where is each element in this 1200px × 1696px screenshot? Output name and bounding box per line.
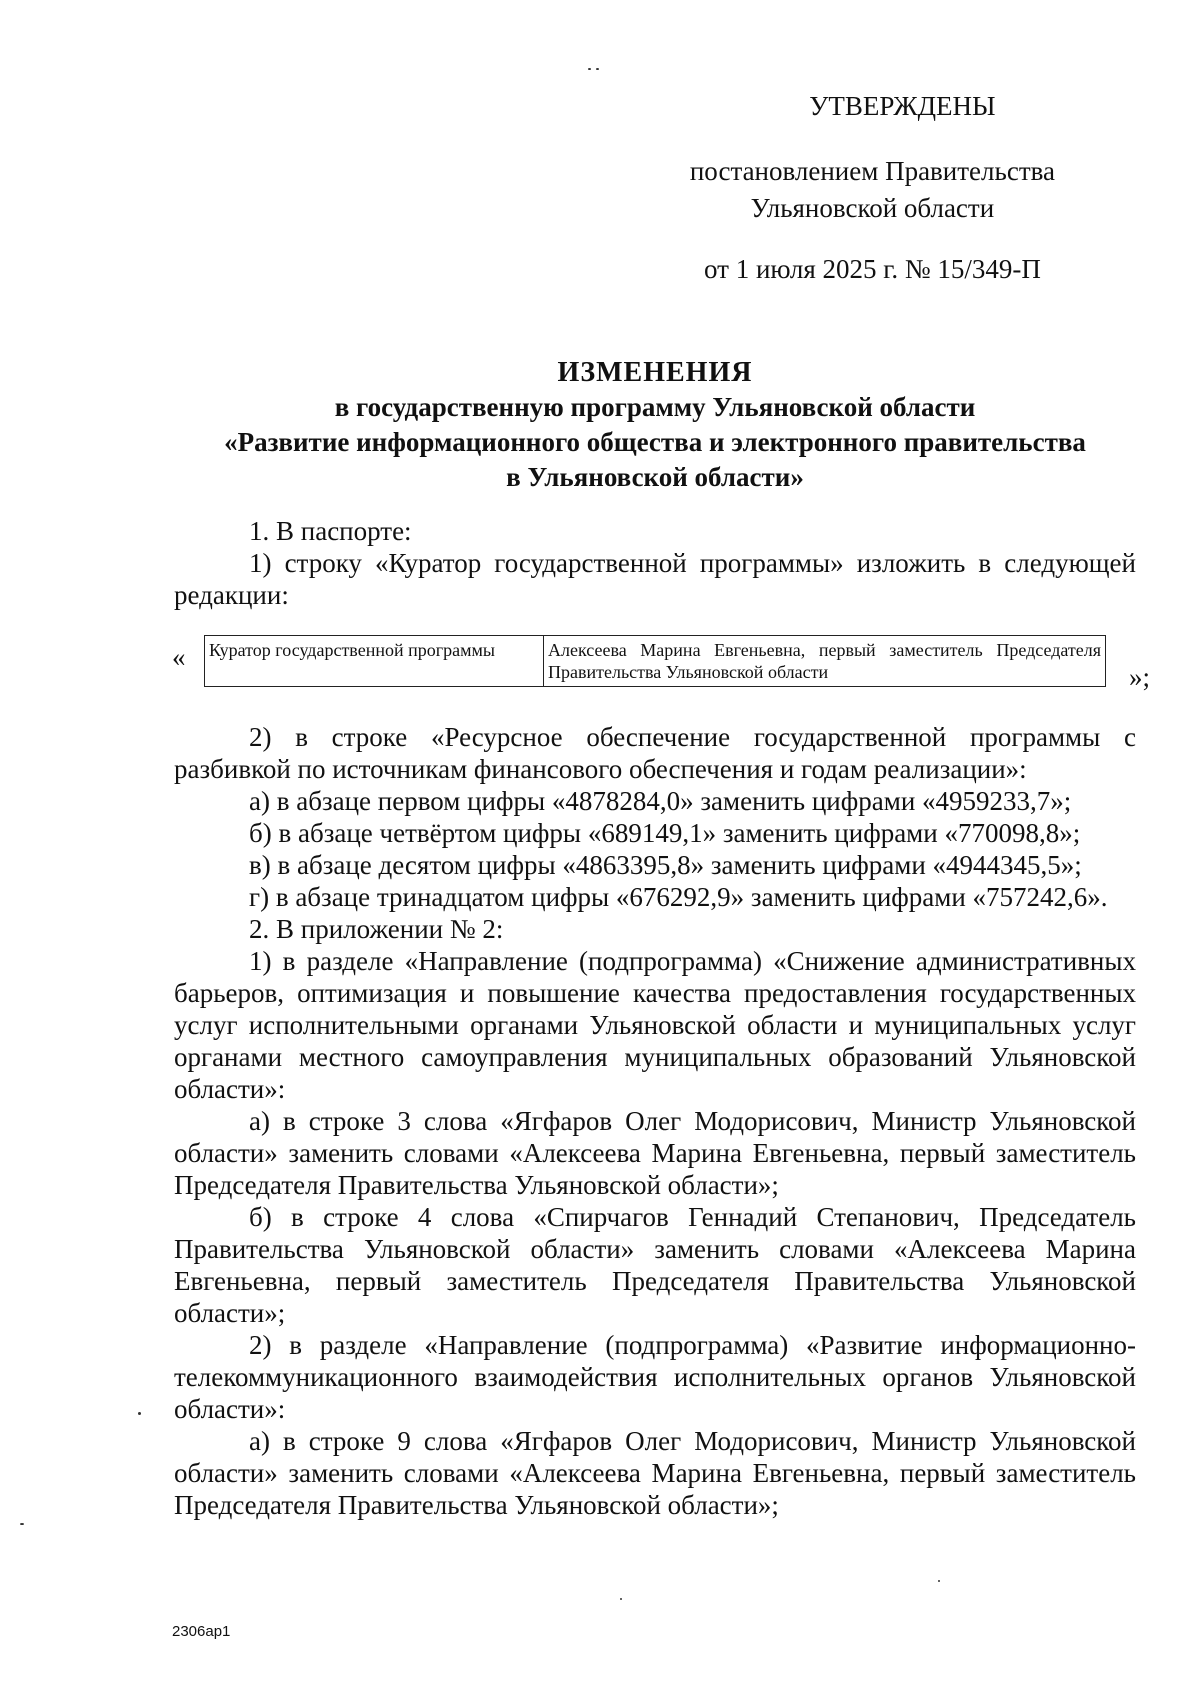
paragraph: 1) в разделе «Направление (подпрограмма) «Снижение административных барьеров, оптимизация и повышение качества предоставления государственных услуг исполнительными органами Ульяновской области и муниципальных услуг органами местного самоуправления муниципальных образований Ульяновской области»: <box>174 946 1136 1104</box>
paragraph: 1. В паспорте: <box>249 516 412 546</box>
paragraph: 2) в разделе «Направление (подпрограмма) «Развитие информационно-телекоммуникационного взаимодействия исполнительных органов Ульяновской области»: <box>174 1330 1136 1424</box>
document-body <box>172 515 1150 1521</box>
close-quote: »; <box>1128 662 1150 692</box>
scan-speck <box>620 1598 622 1600</box>
approved-label: УТВЕРЖДЕНЫ <box>809 91 996 121</box>
scan-speck <box>588 68 591 70</box>
paragraph: г) в абзаце тринадцатом цифры «676292,9» заменить цифрами «757242,6». <box>249 882 1108 912</box>
scan-speck <box>938 1580 940 1582</box>
curator-table <box>204 635 1106 687</box>
scan-speck <box>596 68 599 70</box>
paragraph: а) в строке 3 слова «Ягфаров Олег Модорисович, Министр Ульяновской области» заменить словами «Алексеева Марина Евгеньевна, первый заместитель Председателя Правительства Ульяновской области»; <box>174 1106 1136 1200</box>
scan-speck <box>138 1412 141 1415</box>
paragraph: а) в строке 9 слова «Ягфаров Олег Модорисович, Министр Ульяновской области» заменить словами «Алексеева Марина Евгеньевна, первый заместитель Председателя Правительства Ульяновской области»; <box>174 1426 1136 1520</box>
open-quote: « <box>172 642 186 672</box>
title-line-1: в государственную программу Ульяновской области <box>334 392 976 422</box>
paragraph: а) в абзаце первом цифры «4878284,0» заменить цифрами «4959233,7»; <box>249 786 1072 816</box>
paragraph: 1) строку «Куратор государственной программы» изложить в следующей редакции: <box>174 548 1136 610</box>
paragraph: в) в абзаце десятом цифры «4863395,8» заменить цифрами «4944345,5»; <box>249 850 1082 880</box>
title-line-2: «Развитие информационного общества и электронного правительства <box>224 427 1086 457</box>
approval-line-2: Ульяновской области <box>750 193 995 223</box>
table-cell: Алексеева Марина Евгеньевна, первый заместитель Председателя Правительства Ульяновской области <box>544 636 1106 687</box>
document-title <box>175 355 1135 495</box>
table-row <box>205 636 1106 687</box>
paragraph: б) в абзаце четвёртом цифры «689149,1» заменить цифрами «770098,8»; <box>249 818 1081 848</box>
approval-stamp <box>690 88 1055 288</box>
curator-table-block <box>172 635 1150 692</box>
title-main: ИЗМЕНЕНИЯ <box>557 357 753 388</box>
scan-speck <box>20 1523 24 1525</box>
title-line-3: в Ульяновской области» <box>506 462 804 492</box>
approval-date: от 1 июля 2025 г. № 15/349-П <box>704 254 1041 284</box>
footer-code: 2306ap1 <box>172 1623 231 1640</box>
paragraph: 2) в строке «Ресурсное обеспечение государственной программы с разбивкой по источникам финансового обеспечения и годам реализации»: <box>174 722 1136 784</box>
approval-line-1: постановлением Правительства <box>689 156 1055 186</box>
paragraph: 2. В приложении № 2: <box>249 914 504 944</box>
paragraph: б) в строке 4 слова «Спирчагов Геннадий Степанович, Председатель Правительства Ульяновской области» заменить словами «Алексеева Марина Евгеньевна, первый заместитель Председателя Правительства Ульяновской области»; <box>174 1202 1136 1328</box>
table-cell: Куратор государственной программы <box>205 636 544 687</box>
